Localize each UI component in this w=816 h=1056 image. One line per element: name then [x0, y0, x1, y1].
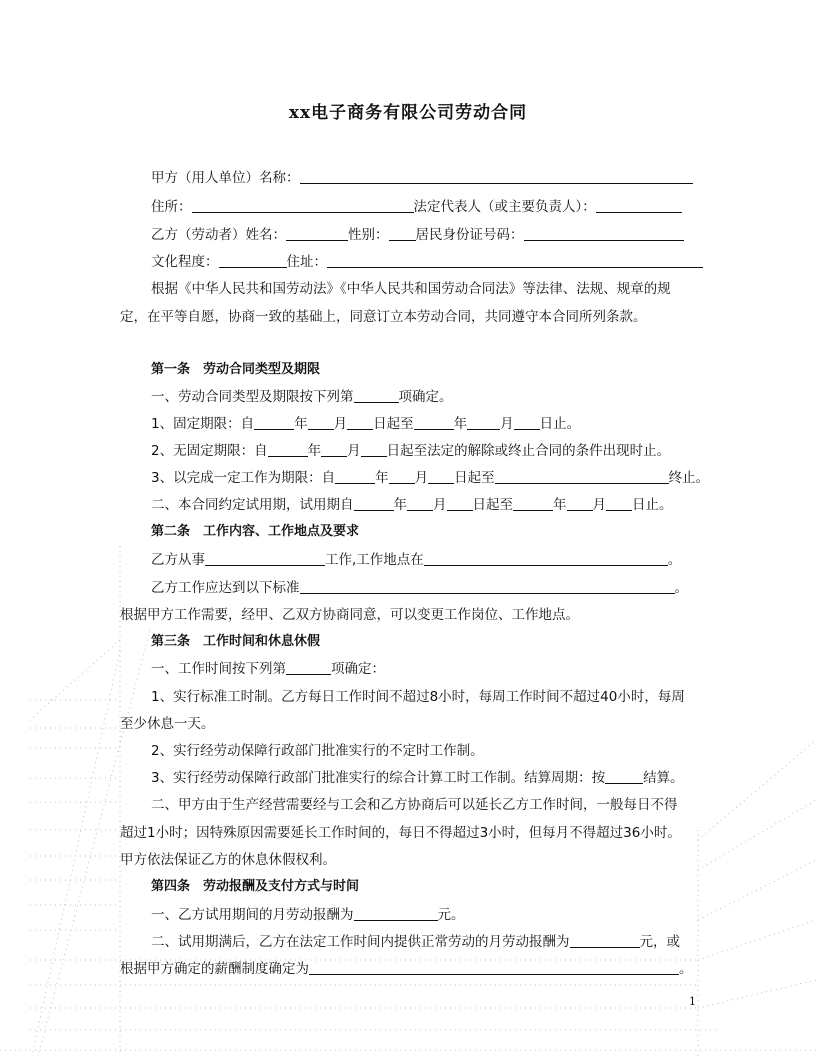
article-1-heading: 第一条 劳动合同类型及期限 [151, 362, 321, 377]
regular-salary-blank[interactable] [570, 933, 640, 948]
month-label: 月 [592, 497, 606, 513]
start-year-blank[interactable] [254, 415, 294, 430]
clause-text: 乙方从事 [151, 552, 205, 568]
clause-text: 结算。 [643, 770, 684, 786]
overtime-line-2: 超过1小时；因特殊原因需要延长工作时间的，每日不得超过3小时，但每月不得超过36小时。 [120, 825, 681, 841]
employer-address-row [151, 197, 682, 217]
clause-text: 元，或 [639, 934, 680, 950]
start-day-blank[interactable] [347, 415, 373, 430]
start-month-blank[interactable] [389, 469, 415, 484]
fixed-term-row [151, 414, 580, 434]
gender-label: 性别： [348, 227, 389, 243]
article-4-heading: 第四条 劳动报酬及支付方式与时间 [151, 879, 360, 894]
month-label: 月 [347, 443, 361, 459]
year-label: 年 [453, 416, 468, 432]
job-title-blank[interactable] [205, 551, 325, 566]
probation-salary-blank[interactable] [354, 906, 438, 921]
legal-representative-label: 法定代表人（或主要负责人）： [413, 199, 596, 215]
clause-text: 工作,工作地点在 [325, 552, 424, 568]
overtime-line-3: 甲方依法保证乙方的休息休假权利。 [120, 852, 336, 868]
education-blank[interactable] [219, 253, 287, 268]
comprehensive-hours-row [151, 768, 684, 788]
address-label: 住所： [151, 199, 192, 215]
clause-text: 3、实行经劳动保障行政部门批准实行的综合计算工时工作制。结算周期：按 [151, 770, 606, 786]
employer-name-row [151, 168, 693, 188]
end-day-blank[interactable] [514, 415, 540, 430]
task-completion-blank[interactable] [495, 469, 669, 484]
work-standard-row [151, 578, 688, 598]
clause-text: 日起至 [373, 416, 414, 432]
clause-text: 项确定。 [398, 389, 453, 405]
id-number-blank[interactable] [524, 226, 684, 241]
clause-text: 项确定： [331, 661, 385, 677]
contract-type-blank[interactable] [354, 388, 399, 403]
clause-text: 一、乙方试用期间的月劳动报酬为 [151, 907, 354, 923]
clause-text: 二、本合同约定试用期，试用期自 [151, 497, 354, 513]
employer-name-label: 甲方（用人单位）名称： [151, 170, 300, 186]
start-day-blank[interactable] [428, 469, 454, 484]
education-address-row [151, 252, 703, 272]
end-month-blank[interactable] [567, 496, 593, 511]
standard-hours-line-1: 1、实行标准工时制。乙方每日工作时间不超过8小时，每周工作时间不超过40小时，每周 [151, 689, 685, 705]
salary-system-row [120, 959, 693, 979]
employee-name-label: 乙方（劳动者）姓名： [151, 227, 286, 243]
month-label: 月 [333, 416, 348, 432]
task-term-row [151, 468, 709, 488]
clause-text: 。 [667, 552, 682, 568]
gender-blank[interactable] [389, 226, 416, 241]
employee-info-row [151, 225, 684, 245]
regular-salary-row [151, 932, 680, 952]
year-label: 年 [307, 443, 322, 459]
year-label: 年 [375, 470, 389, 486]
article-2-heading: 第二条 工作内容、工作地点及要求 [151, 524, 360, 539]
start-month-blank[interactable] [407, 496, 433, 511]
start-year-blank[interactable] [268, 442, 308, 457]
intro-line-2: 定，在平等自愿，协商一致的基础上，同意订立本劳动合同，共同遵守本合同所列条款。 [120, 309, 647, 325]
probation-row [151, 495, 673, 515]
settlement-period-blank[interactable] [605, 769, 643, 784]
start-year-blank[interactable] [335, 469, 375, 484]
month-label: 月 [433, 497, 447, 513]
clause-text: 。 [674, 580, 688, 596]
end-year-blank[interactable] [513, 496, 553, 511]
clause-text: 二、试用期满后，乙方在法定工作时间内提供正常劳动的月劳动报酬为 [151, 934, 570, 950]
salary-system-blank[interactable] [309, 960, 679, 975]
clause-text: 日起至 [472, 497, 513, 513]
article-3-heading: 第三条 工作时间和休息休假 [151, 634, 321, 649]
clause-text: 日止。 [632, 497, 673, 513]
intro-line-1: 根据《中华人民共和国劳动法》《中华人民共和国劳动合同法》等法律、法规、规章的规 [151, 281, 671, 297]
start-day-blank[interactable] [447, 496, 473, 511]
clause-text: 一、工作时间按下列第 [151, 661, 286, 677]
clause-text: 一、劳动合同类型及期限按下列第 [151, 389, 354, 405]
working-hours-row [151, 659, 385, 679]
clause-text: 2、无固定期限：自 [151, 443, 268, 459]
start-year-blank[interactable] [354, 496, 394, 511]
work-location-blank[interactable] [424, 551, 668, 566]
overtime-line-1: 二、甲方由于生产经营需要经与工会和乙方协商后可以延长乙方工作时间，一般每日不得 [151, 797, 678, 813]
legal-representative-blank[interactable] [596, 198, 682, 213]
clause-text: 1、固定期限：自 [151, 416, 255, 432]
probation-salary-row [151, 905, 465, 925]
education-label: 文化程度： [151, 254, 219, 270]
start-month-blank[interactable] [321, 442, 347, 457]
year-label: 年 [294, 416, 308, 432]
job-location-row [151, 550, 681, 570]
year-label: 年 [553, 497, 567, 513]
year-label: 年 [393, 497, 407, 513]
flexible-hours-text: 2、实行经劳动保障行政部门批准实行的不定时工作制。 [151, 743, 484, 759]
working-hours-option-blank[interactable] [286, 660, 331, 675]
clause-text: 日起至法定的解除或终止合同的条件出现时止。 [386, 443, 671, 459]
end-year-blank[interactable] [414, 415, 454, 430]
page-number: 1 [689, 995, 696, 1008]
address-blank[interactable] [192, 198, 414, 213]
employee-name-blank[interactable] [286, 226, 348, 241]
end-day-blank[interactable] [606, 496, 632, 511]
month-label: 月 [414, 470, 429, 486]
end-month-blank[interactable] [467, 415, 500, 430]
clause-text: 根据甲方确定的薪酬制度确定为 [120, 961, 309, 977]
document-title: xx电子商务有限公司劳动合同 [288, 103, 528, 123]
month-label: 月 [500, 416, 514, 432]
start-day-blank[interactable] [361, 442, 387, 457]
id-number-label: 居民身份证号码： [415, 227, 524, 243]
clause-text: 3、以完成一定工作为期限：自 [151, 470, 336, 486]
employer-name-blank[interactable] [300, 169, 693, 184]
clause-text: 日起至 [454, 470, 495, 486]
clause-text: 日止。 [539, 416, 581, 432]
standard-hours-line-2: 至少休息一天。 [120, 716, 215, 732]
clause-text: 终止。 [668, 470, 710, 486]
home-address-blank[interactable] [327, 253, 703, 268]
job-change-text: 根据甲方工作需要，经甲、乙双方协商同意，可以变更工作岗位、工作地点。 [120, 607, 579, 623]
work-standard-blank[interactable] [300, 579, 675, 594]
article-1-clause-1 [151, 387, 453, 407]
clause-text: 元。 [437, 907, 465, 923]
home-address-label: 住址： [286, 254, 327, 270]
clause-text: 。 [679, 961, 693, 977]
clause-text: 乙方工作应达到以下标准 [151, 580, 300, 596]
open-term-row [151, 441, 670, 461]
start-month-blank[interactable] [308, 415, 334, 430]
